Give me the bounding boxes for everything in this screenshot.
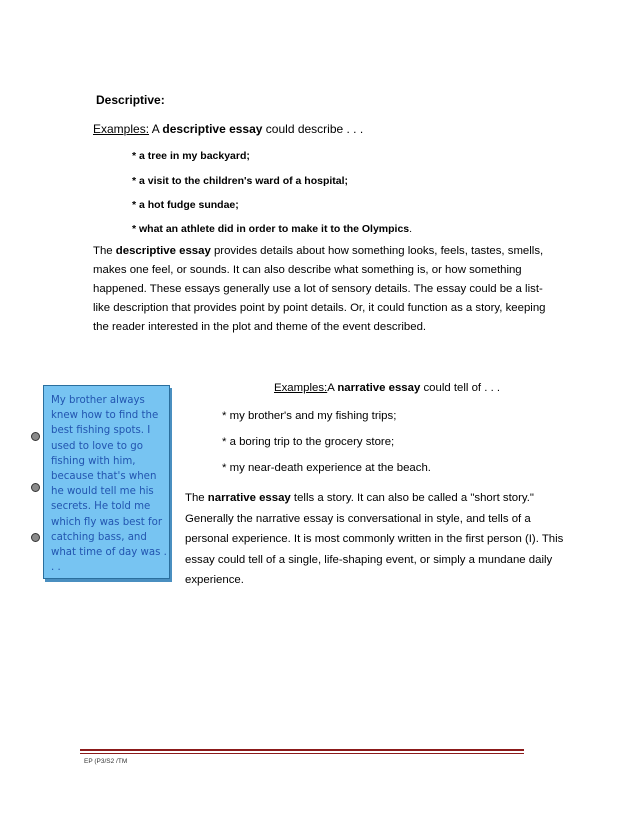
para-prefix: The xyxy=(93,245,116,257)
descriptive-bullet-text: * what an athlete did in order to make it to the Olympics xyxy=(132,223,410,235)
narrative-examples-line xyxy=(274,382,500,394)
para-rest: tells a story. It can also be called a "short story." Generally the narrative essay is conversational in style, and tells of a personal experience. It is most commonly written in the first person (I). This essay could tell of a single, life-shaping event, or simply a mundane daily experience. xyxy=(185,492,564,586)
narrative-paragraph xyxy=(185,488,565,591)
descriptive-paragraph xyxy=(93,242,553,337)
intro-bold: narrative essay xyxy=(337,382,421,394)
para-rest: provides details about how something looks, feels, tastes, smells, makes one feel, or sounds. It can also describe what something is, or how something happened. These essays generally use a lot of sensory details. The essay could be a list-like description that provides point by point details. Or, it could function as a story, keeping the reader interested in the plot and theme of the event described. xyxy=(93,245,546,333)
para-bold: narrative essay xyxy=(207,492,291,504)
narrative-bullet: * a boring trip to the grocery store; xyxy=(222,436,395,448)
footer-rule xyxy=(80,749,524,751)
narrative-bullet: * my brother's and my fishing trips; xyxy=(222,410,397,422)
intro-suffix: could describe . . . xyxy=(262,122,364,136)
descriptive-bullet: * a visit to the children's ward of a hospital; xyxy=(132,175,349,187)
footer-text: EP (P3/S2 /TM xyxy=(84,758,128,765)
descriptive-heading: Descriptive: xyxy=(96,93,165,107)
para-prefix: The xyxy=(185,492,208,504)
intro-bold: descriptive essay xyxy=(162,122,263,136)
descriptive-examples-line xyxy=(93,122,363,136)
descriptive-bullet: * a tree in my backyard; xyxy=(132,150,250,162)
examples-label: Examples: xyxy=(93,122,150,136)
descriptive-bullet: * a hot fudge sundae; xyxy=(132,199,239,211)
binder-hole-icon xyxy=(31,432,40,441)
intro-prefix: A xyxy=(149,122,163,136)
intro-suffix: could tell of . . . xyxy=(420,382,501,394)
narrative-bullet: * my near-death experience at the beach. xyxy=(222,462,431,474)
intro-prefix: A xyxy=(327,382,338,394)
para-bold: descriptive essay xyxy=(115,245,211,257)
examples-label: Examples: xyxy=(274,382,328,394)
descriptive-bullet-period: . xyxy=(409,223,413,235)
binder-hole-icon xyxy=(31,483,40,492)
descriptive-bullet xyxy=(132,223,412,235)
binder-hole-icon xyxy=(31,533,40,542)
sticky-note-text: My brother always knew how to find the best fishing spots. I used to love to go fishing with him, because that's when he would tell me his secrets. He told me which fly was best for catching bass, and what time of day was . . . xyxy=(51,395,167,574)
sticky-note xyxy=(43,385,170,579)
footer-rule-thin xyxy=(80,753,524,754)
